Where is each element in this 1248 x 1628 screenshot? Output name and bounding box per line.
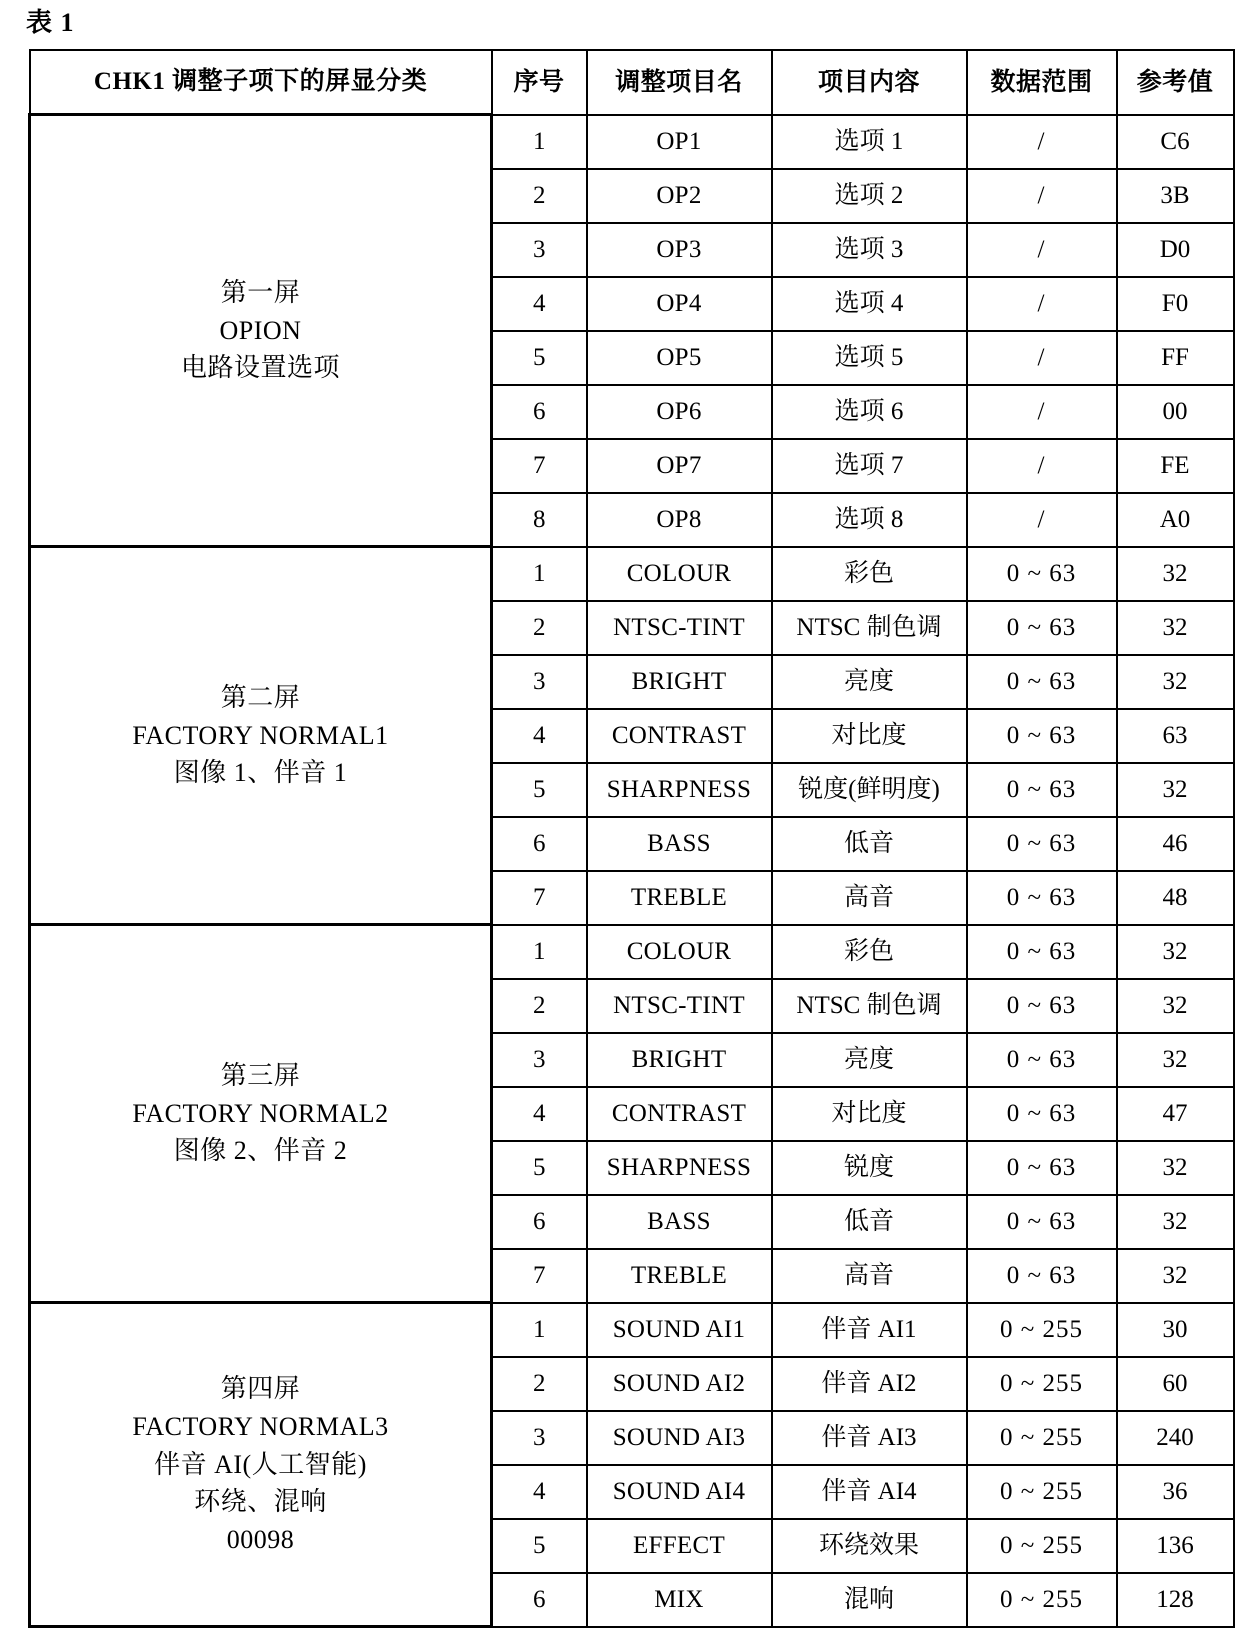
cell-no: 5 <box>492 1141 587 1195</box>
cell-no: 6 <box>492 1573 587 1627</box>
cell-item-name: OP1 <box>587 115 772 169</box>
cell-no: 3 <box>492 655 587 709</box>
table-row <box>30 115 1234 169</box>
cell-no: 5 <box>492 763 587 817</box>
cell-item-name: TREBLE <box>587 1249 772 1303</box>
cell-data-range: 0 ~ 63 <box>967 1033 1117 1087</box>
cell-reference: 36 <box>1117 1465 1234 1519</box>
group-label-bottom <box>34 1446 487 1559</box>
cell-no: 1 <box>492 1303 587 1357</box>
cell-item-content: 选项 6 <box>772 385 967 439</box>
cell-item-content: 环绕效果 <box>772 1519 967 1573</box>
cell-item-name: SOUND AI1 <box>587 1303 772 1357</box>
cell-item-content: 对比度 <box>772 709 967 763</box>
cell-no: 6 <box>492 1195 587 1249</box>
group-label-cell <box>30 925 492 1303</box>
cell-item-name: BASS <box>587 817 772 871</box>
cell-no: 7 <box>492 439 587 493</box>
cell-no: 6 <box>492 385 587 439</box>
cell-item-content: 高音 <box>772 1249 967 1303</box>
cell-item-name: OP4 <box>587 277 772 331</box>
cell-no: 4 <box>492 1465 587 1519</box>
cell-reference: FF <box>1117 331 1234 385</box>
cell-reference: 128 <box>1117 1573 1234 1627</box>
cell-item-content: 伴音 AI1 <box>772 1303 967 1357</box>
cell-item-name: MIX <box>587 1573 772 1627</box>
cell-reference: 30 <box>1117 1303 1234 1357</box>
cell-item-name: SOUND AI3 <box>587 1411 772 1465</box>
group-label-cell <box>30 1303 492 1627</box>
cell-reference: 32 <box>1117 925 1234 979</box>
cell-no: 7 <box>492 1249 587 1303</box>
cell-reference: 32 <box>1117 655 1234 709</box>
header-data-range: 数据范围 <box>967 50 1117 115</box>
cell-item-name: CONTRAST <box>587 709 772 763</box>
cell-item-content: 低音 <box>772 1195 967 1249</box>
cell-item-name: OP6 <box>587 385 772 439</box>
cell-item-content: 低音 <box>772 817 967 871</box>
cell-item-content: 选项 1 <box>772 115 967 169</box>
cell-no: 8 <box>492 493 587 547</box>
group-label-line: 第四屏 <box>220 1374 301 1404</box>
cell-reference: A0 <box>1117 493 1234 547</box>
cell-data-range: 0 ~ 255 <box>967 1357 1117 1411</box>
cell-data-range: 0 ~ 63 <box>967 979 1117 1033</box>
group-label-line: 电路设置选项 <box>180 353 340 383</box>
cell-item-name: BRIGHT <box>587 1033 772 1087</box>
cell-item-name: NTSC-TINT <box>587 601 772 655</box>
cell-data-range: 0 ~ 63 <box>967 1249 1117 1303</box>
table-row <box>30 925 1234 979</box>
cell-data-range: 0 ~ 63 <box>967 547 1117 601</box>
header-category: CHK1 调整子项下的屏显分类 <box>30 50 492 115</box>
cell-item-name: SHARPNESS <box>587 1141 772 1195</box>
cell-data-range: / <box>967 385 1117 439</box>
group-label-line: 伴音 AI(人工智能) <box>154 1449 367 1479</box>
group-label-line: 环绕、混响 <box>194 1487 327 1517</box>
cell-reference: 32 <box>1117 979 1234 1033</box>
cell-item-content: 选项 8 <box>772 493 967 547</box>
cell-item-content: 锐度 <box>772 1141 967 1195</box>
group-label-top <box>34 274 487 349</box>
cell-item-content: 锐度(鲜明度) <box>772 763 967 817</box>
cell-item-name: TREBLE <box>587 871 772 925</box>
cell-item-content: 伴音 AI4 <box>772 1465 967 1519</box>
cell-no: 3 <box>492 1411 587 1465</box>
cell-data-range: / <box>967 493 1117 547</box>
cell-data-range: 0 ~ 255 <box>967 1465 1117 1519</box>
cell-no: 1 <box>492 547 587 601</box>
group-label-bottom <box>34 754 487 792</box>
spec-table <box>28 49 1235 1628</box>
cell-no: 1 <box>492 925 587 979</box>
cell-data-range: / <box>967 331 1117 385</box>
cell-item-content: 选项 5 <box>772 331 967 385</box>
cell-no: 5 <box>492 1519 587 1573</box>
cell-reference: 47 <box>1117 1087 1234 1141</box>
cell-data-range: 0 ~ 63 <box>967 763 1117 817</box>
cell-item-content: 伴音 AI2 <box>772 1357 967 1411</box>
cell-no: 5 <box>492 331 587 385</box>
table-row <box>30 1303 1234 1357</box>
cell-data-range: 0 ~ 63 <box>967 925 1117 979</box>
cell-item-name: NTSC-TINT <box>587 979 772 1033</box>
header-no: 序号 <box>492 50 587 115</box>
table-body <box>30 50 1234 1627</box>
cell-data-range: 0 ~ 63 <box>967 655 1117 709</box>
cell-item-name: OP7 <box>587 439 772 493</box>
cell-no: 3 <box>492 1033 587 1087</box>
group-label-line: 图像 2、伴音 2 <box>173 1136 348 1166</box>
cell-item-name: BASS <box>587 1195 772 1249</box>
cell-item-content: 选项 3 <box>772 223 967 277</box>
group-label-line: OPION <box>219 315 302 345</box>
cell-data-range: 0 ~ 255 <box>967 1411 1117 1465</box>
group-label-bottom <box>34 1132 487 1170</box>
cell-item-content: 彩色 <box>772 925 967 979</box>
cell-item-content: 亮度 <box>772 655 967 709</box>
group-label-line: 图像 1、伴音 1 <box>173 758 348 788</box>
header-reference: 参考值 <box>1117 50 1234 115</box>
cell-reference: 32 <box>1117 763 1234 817</box>
cell-item-name: OP2 <box>587 169 772 223</box>
cell-data-range: / <box>967 169 1117 223</box>
cell-no: 6 <box>492 817 587 871</box>
cell-reference: 32 <box>1117 1033 1234 1087</box>
cell-item-content: 选项 2 <box>772 169 967 223</box>
cell-data-range: 0 ~ 63 <box>967 817 1117 871</box>
cell-reference: 136 <box>1117 1519 1234 1573</box>
cell-data-range: 0 ~ 255 <box>967 1303 1117 1357</box>
group-label-line: 00098 <box>226 1525 295 1555</box>
table-header-row <box>30 50 1234 115</box>
cell-reference: 32 <box>1117 601 1234 655</box>
cell-no: 4 <box>492 709 587 763</box>
cell-item-content: 对比度 <box>772 1087 967 1141</box>
cell-reference: C6 <box>1117 115 1234 169</box>
cell-item-name: OP3 <box>587 223 772 277</box>
group-label-top <box>34 1370 487 1445</box>
cell-item-content: NTSC 制色调 <box>772 601 967 655</box>
header-item-content: 项目内容 <box>772 50 967 115</box>
cell-data-range: 0 ~ 63 <box>967 1087 1117 1141</box>
cell-data-range: 0 ~ 63 <box>967 1141 1117 1195</box>
cell-item-content: 亮度 <box>772 1033 967 1087</box>
cell-data-range: 0 ~ 63 <box>967 871 1117 925</box>
cell-reference: 32 <box>1117 1195 1234 1249</box>
group-label-line: 第二屏 <box>220 682 301 712</box>
cell-data-range: / <box>967 439 1117 493</box>
cell-reference: 3B <box>1117 169 1234 223</box>
cell-data-range: 0 ~ 255 <box>967 1519 1117 1573</box>
cell-reference: 240 <box>1117 1411 1234 1465</box>
cell-no: 7 <box>492 871 587 925</box>
cell-item-content: 伴音 AI3 <box>772 1411 967 1465</box>
cell-data-range: 0 ~ 255 <box>967 1573 1117 1627</box>
cell-item-name: COLOUR <box>587 925 772 979</box>
cell-item-name: COLOUR <box>587 547 772 601</box>
cell-item-content: 彩色 <box>772 547 967 601</box>
cell-data-range: 0 ~ 63 <box>967 1195 1117 1249</box>
table-row <box>30 547 1234 601</box>
cell-item-content: 选项 7 <box>772 439 967 493</box>
group-label-cell <box>30 547 492 925</box>
cell-no: 4 <box>492 1087 587 1141</box>
cell-reference: 32 <box>1117 1249 1234 1303</box>
table-caption: 表 1 <box>26 8 75 37</box>
group-label-top <box>34 1057 487 1132</box>
header-item-name: 调整项目名 <box>587 50 772 115</box>
cell-no: 3 <box>492 223 587 277</box>
cell-data-range: / <box>967 277 1117 331</box>
cell-reference: 48 <box>1117 871 1234 925</box>
group-label-cell <box>30 115 492 547</box>
cell-reference: D0 <box>1117 223 1234 277</box>
cell-item-content: 高音 <box>772 871 967 925</box>
cell-item-content: 选项 4 <box>772 277 967 331</box>
cell-reference: 32 <box>1117 547 1234 601</box>
cell-reference: 63 <box>1117 709 1234 763</box>
cell-reference: FE <box>1117 439 1234 493</box>
cell-item-name: EFFECT <box>587 1519 772 1573</box>
cell-data-range: 0 ~ 63 <box>967 709 1117 763</box>
cell-item-name: BRIGHT <box>587 655 772 709</box>
group-label-line: FACTORY NORMAL2 <box>132 1098 389 1128</box>
cell-no: 4 <box>492 277 587 331</box>
cell-reference: F0 <box>1117 277 1234 331</box>
cell-item-name: CONTRAST <box>587 1087 772 1141</box>
cell-no: 2 <box>492 1357 587 1411</box>
cell-reference: 60 <box>1117 1357 1234 1411</box>
cell-reference: 46 <box>1117 817 1234 871</box>
cell-reference: 00 <box>1117 385 1234 439</box>
cell-item-name: SOUND AI2 <box>587 1357 772 1411</box>
cell-data-range: / <box>967 223 1117 277</box>
cell-data-range: / <box>967 115 1117 169</box>
group-label-line: 第三屏 <box>220 1060 301 1090</box>
cell-no: 1 <box>492 115 587 169</box>
cell-item-name: OP8 <box>587 493 772 547</box>
cell-no: 2 <box>492 169 587 223</box>
group-label-line: 第一屏 <box>220 277 301 307</box>
group-label-line: FACTORY NORMAL3 <box>132 1411 389 1441</box>
cell-no: 2 <box>492 979 587 1033</box>
cell-item-name: SOUND AI4 <box>587 1465 772 1519</box>
cell-item-content: NTSC 制色调 <box>772 979 967 1033</box>
cell-data-range: 0 ~ 63 <box>967 601 1117 655</box>
cell-no: 2 <box>492 601 587 655</box>
group-label-line: FACTORY NORMAL1 <box>132 720 389 750</box>
group-label-top <box>34 679 487 754</box>
group-label-bottom <box>34 349 487 387</box>
cell-item-content: 混响 <box>772 1573 967 1627</box>
cell-item-name: OP5 <box>587 331 772 385</box>
cell-item-name: SHARPNESS <box>587 763 772 817</box>
cell-reference: 32 <box>1117 1141 1234 1195</box>
